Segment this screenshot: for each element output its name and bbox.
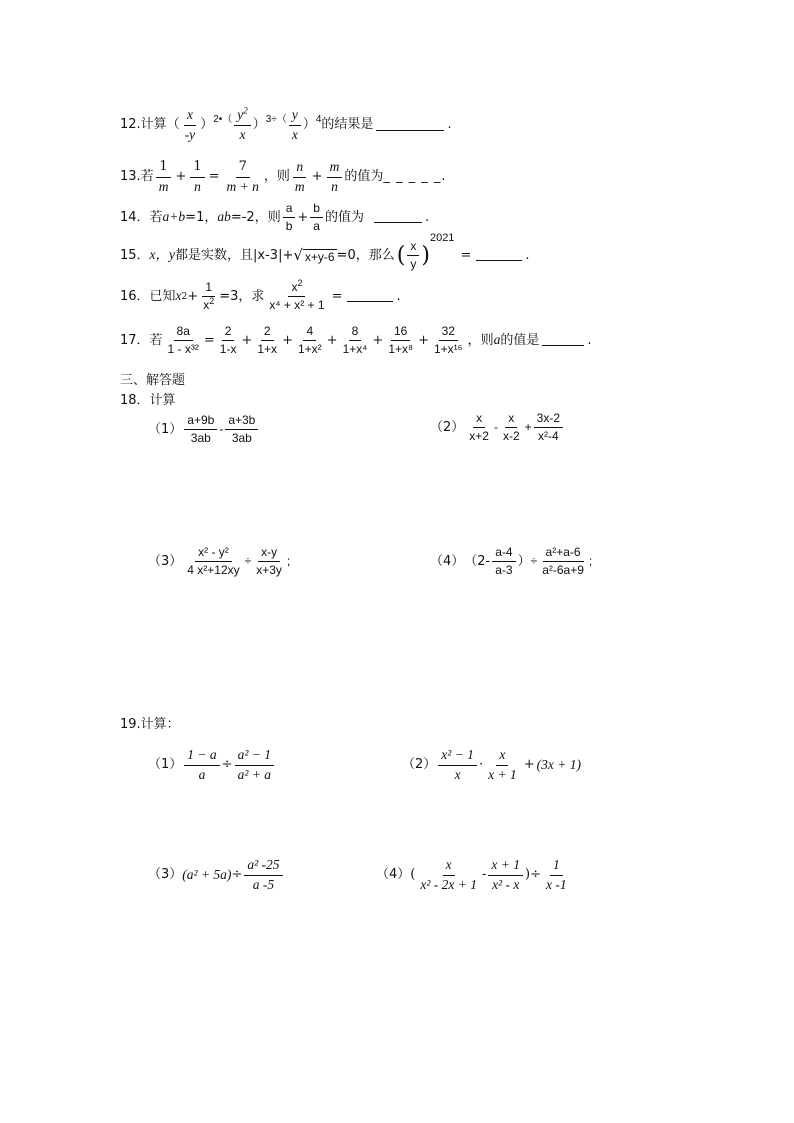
q13-plus-1: +: [175, 169, 187, 185]
q18-p4-divide: ÷: [530, 554, 538, 569]
q19-p3-paren: (a² + 5a): [182, 866, 232, 882]
q15-fraction: x y: [407, 240, 419, 271]
q14-expr-1: a+b: [162, 209, 186, 225]
q19-p4-fraction-1: x x² - 2x + 1: [420, 857, 477, 892]
q18-p2-fraction-3: $\frac{3x-2}{\text{x²-4}}$: [534, 412, 563, 443]
q19-p4-close: ): [525, 867, 531, 883]
q19-part-1: [148, 748, 276, 783]
q15-vars: x，y: [149, 247, 176, 263]
q18-p4-close: ）: [517, 553, 531, 569]
q12-answer-blank: [376, 120, 444, 131]
q17-term-fraction: $\frac{8}{\text{1+x⁴}}$: [342, 324, 368, 357]
q19-p4-divide: ÷: [530, 867, 541, 883]
q18-title: 18．计算: [120, 393, 176, 408]
q14-fraction-2: $\frac{b}{a}$: [310, 202, 323, 233]
q17-end: .: [587, 332, 592, 348]
q19-p2-fraction-1: x² − 1 x: [438, 748, 477, 783]
q13-plus-2: +: [311, 169, 323, 185]
q15-paren-right: ): [421, 242, 430, 268]
q14-expr-2: ab: [217, 209, 231, 225]
q14-text-2: =-2，则: [230, 209, 281, 225]
q13-fraction-3: $\frac{7}{m + n}$: [226, 159, 259, 194]
q16-fraction-1: $\frac{1}{x^2}$: [203, 280, 215, 313]
q12-paren-close-1: ）: [200, 117, 214, 133]
q17-answer-blank: [542, 335, 584, 346]
q12-tail: 的结果是: [321, 117, 374, 133]
q12-fraction-2: $y^2$ x: [234, 108, 251, 143]
q17-term-fraction: $\frac{16}{\text{1+x⁸}}$: [388, 324, 414, 357]
q19-p2-plus: +: [523, 757, 535, 773]
q17-tail-1: ，则: [467, 332, 494, 348]
q19-p2-fraction-2: x x + 1: [488, 747, 517, 782]
q18-p2-fraction-2: x x-2: [502, 411, 520, 444]
q19-p1-fraction-2: $\frac{\text{a² − 1}}{\text{a² + a}}$: [235, 748, 274, 783]
q17-terms: [215, 325, 468, 356]
question-15: [120, 231, 530, 272]
q18-p2-fraction-1: x x+2: [469, 411, 489, 444]
q15-prefix: 15．: [120, 247, 150, 263]
q14-text-1: =1，: [185, 209, 218, 225]
q16-plus: +: [187, 288, 199, 304]
q15-answer-blank: [476, 250, 522, 261]
q16-prefix: 16．已知: [120, 288, 176, 304]
q18-part-3: [148, 546, 290, 577]
q15-exponent: 2021: [429, 231, 455, 244]
q17-plus: +: [282, 332, 293, 348]
q19-p4-fraction-3: $\frac{1}{x -1}$: [546, 857, 567, 892]
q15-end: .: [525, 247, 530, 263]
q18-p1-label: （1）: [148, 421, 183, 437]
q17-tail-2: 的值是: [500, 332, 540, 348]
q19-p3-divide: ÷: [231, 867, 243, 883]
q18-p1-minus: -: [219, 422, 224, 437]
q16-fraction-2: $\frac{x^2}{\text{x⁴ + x² + 1}}$: [269, 278, 325, 313]
q12-paren-close-2: ）: [252, 117, 266, 133]
q15-paren-left: (: [396, 242, 406, 268]
q13-fraction-2: $\frac{1}{n}$: [190, 160, 204, 194]
q19-p2-tail: (3x + 1): [536, 756, 581, 772]
q18-part-4: [430, 546, 592, 577]
q16-end: .: [396, 288, 401, 304]
q18-p3-fraction-1: $\frac{\text{x² - y²}}{\text{4 x²+12xy}}$: [187, 545, 240, 578]
q18-p3-fraction-2: $\frac{x-y}{x+3y}$: [256, 545, 282, 578]
q17-equals: =: [203, 332, 215, 348]
q19-title: 19.计算：: [120, 717, 180, 732]
q12-exp-1: 2•（: [213, 113, 233, 125]
section-title: 三、解答题: [120, 373, 186, 388]
q17-term-fraction: $\frac{32}{\text{1+x¹⁶}}$: [433, 324, 463, 357]
q13-fraction-4: n m: [294, 159, 305, 194]
q13-answer-blank: _ _ _ _ _: [383, 169, 442, 185]
q13-prefix: 13.若: [120, 169, 154, 185]
q19-p4-open: (: [410, 867, 416, 883]
q18-p1-fraction-2: a+3b 3ab: [225, 414, 258, 445]
q12-end: .: [447, 117, 452, 133]
q18-p4-fraction-2: $\frac{\text{a²+a-6}}{\text{a²-6a+9}}$: [542, 545, 584, 578]
question-14: [120, 202, 429, 233]
q16-equals: =: [331, 288, 343, 304]
q18-p3-label: （3）: [148, 553, 183, 569]
q18-p3-end: ;: [286, 554, 291, 569]
q14-plus: +: [297, 209, 309, 225]
q19-p3-fraction: $\frac{\text{a² -25}}{a -5}$: [244, 858, 282, 893]
q17-var: a: [493, 332, 501, 348]
q14-fraction-1: a b: [283, 202, 296, 233]
q13-tail: 的值为: [344, 169, 384, 185]
q18-p3-divide: ÷: [244, 554, 252, 569]
q19-part-3: [148, 858, 285, 893]
q18-part-1: [148, 414, 260, 445]
q18-part-2: [430, 412, 565, 443]
q13-mid: ，则: [263, 169, 290, 185]
q14-tail: 的值为: [324, 209, 364, 225]
q14-end: .: [425, 209, 430, 225]
q19-p1-divide: ÷: [221, 757, 233, 773]
q18-p2-label: （2）: [430, 419, 465, 435]
question-17: [120, 325, 592, 356]
q16-text: =3，求: [219, 288, 265, 304]
q15-text-2: =0，那么: [336, 247, 395, 263]
q19-part-2: [402, 748, 581, 783]
q19-p2-label: （2）: [402, 757, 437, 773]
q17-plus: +: [326, 332, 338, 348]
q18-p2-plus: +: [524, 420, 532, 435]
q13-fraction-1: 1 m: [156, 160, 172, 194]
q17-term-fraction: 2 1-x: [219, 324, 237, 357]
q12-exp-3: 4: [315, 113, 322, 125]
question-16: 16．已知 x 2 + $\frac{1}{x^2}$ =3，求 $\frac{x^2}{\text{x⁴ + x² + 1}}$ = .: [120, 278, 401, 313]
q12-prefix: 12.计算（: [120, 117, 180, 133]
q12-exp-2: 3÷（: [265, 113, 287, 125]
q19-part-4: [376, 858, 572, 893]
q17-prefix: 17．若: [120, 332, 163, 348]
q14-prefix: 14．若: [120, 209, 163, 225]
q15-equals: =: [460, 247, 472, 263]
q17-lhs-fraction: $\frac{8a}{\text{1 - x³²}}$: [167, 324, 199, 357]
q18-p1-fraction-1: a+9b 3ab: [184, 414, 217, 445]
q14-answer-blank: [374, 212, 422, 223]
q19-p3-label: （3）: [148, 867, 183, 883]
q13-equals: =: [208, 169, 220, 185]
q18-p4-end: ;: [588, 554, 593, 569]
q18-p2-minus: -: [493, 420, 498, 435]
q16-answer-blank: [347, 291, 393, 302]
q17-plus: +: [418, 332, 429, 348]
q19-p2-times: ·: [478, 757, 484, 773]
q15-text-1: 都是实数，且|x-3|+: [175, 247, 294, 263]
q19-p4-label: （4）: [376, 867, 411, 883]
q12-paren-close-3: ）: [302, 117, 316, 133]
q15-sqrt: √ x+y-6: [293, 246, 335, 265]
q12-fraction-3: y x: [289, 108, 301, 143]
q17-term-fraction: $\frac{4}{\text{1+x²}}$: [297, 324, 322, 357]
q19-p1-fraction-1: $\frac{1 - a}{a}$: [184, 748, 219, 783]
q12-fraction-1: x -y: [184, 107, 196, 142]
question-13: [120, 160, 446, 195]
q19-p4-fraction-2: x + 1 x² - x: [488, 858, 523, 893]
q17-term-fraction: $\frac{2}{1+x}$: [257, 324, 278, 357]
q18-p4-fraction-1: a-4 a-3: [492, 546, 515, 577]
q19-p4-minus: -: [482, 867, 487, 883]
q17-plus: +: [241, 332, 253, 348]
q17-plus: +: [372, 332, 384, 348]
q13-end: .: [441, 169, 446, 185]
q13-fraction-5: $\frac{m}{n}$: [327, 160, 343, 195]
q19-p1-label: （1）: [148, 757, 183, 773]
q16-x: x: [175, 288, 182, 304]
q18-p4-label: （4）: [430, 553, 465, 569]
sqrt-icon: √: [293, 246, 303, 265]
q18-p4-open: （2-: [464, 553, 491, 569]
question-12: [120, 105, 452, 143]
